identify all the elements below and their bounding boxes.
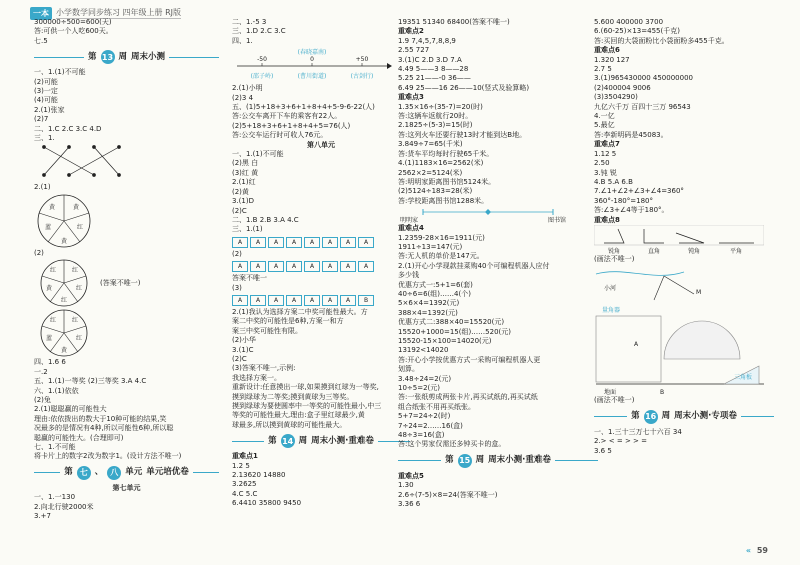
grid-cell: A <box>322 261 338 272</box>
line: 理由:依依拨出的数大于10种可能的结果,笑 <box>34 414 167 423</box>
line: 五、1.(1)一等奖 (2)三等奖 3.A 4.C <box>34 377 147 386</box>
line: 一、1.(1)不可能 <box>232 150 284 159</box>
line: 三、1.D 2.C 3.C <box>232 27 286 36</box>
line: 二、1.-5 3 <box>232 18 267 26</box>
line: 球最多,所以摸到黄球的可能性最大。 <box>232 420 347 429</box>
line: 一、1.一130 <box>34 493 76 502</box>
line: (2)7 <box>34 115 49 124</box>
column-2 <box>232 18 410 509</box>
line: 重新设计:任意摸出一球,如果摸到红球为一等奖, <box>232 383 379 392</box>
line: 重难点4 <box>398 224 424 233</box>
line: 48÷3=16(盒) <box>398 431 445 440</box>
line: 七.5 <box>34 36 48 45</box>
angle-label: 平角 <box>729 247 743 255</box>
line: 5.最亿 <box>594 121 615 130</box>
line: (画法不唯一) <box>594 396 635 405</box>
line: 四、1. <box>232 36 253 45</box>
page-number-value: 59 <box>756 546 768 555</box>
line: (2)兔 <box>34 395 51 404</box>
banner-text: 单元 <box>125 467 143 478</box>
line: (2)黑 白 <box>232 159 259 168</box>
grid-cell: A <box>268 261 284 272</box>
diagram-label: B <box>660 389 665 397</box>
grid-cell: A <box>340 261 356 272</box>
line: 40÷6=6(组)……4(个) <box>398 289 471 298</box>
line: (2)可能 <box>34 77 58 86</box>
sector-label: 黄 <box>48 203 56 211</box>
line: 6.49 25——16 26——10(竖式及验算略) <box>398 83 530 92</box>
line: 4.(1)1183×16=2562(米) <box>398 159 484 168</box>
line: 六、1.(1)依依 <box>34 386 79 395</box>
header-title: 小学数学同步练习 四年级上册 RJ版 <box>56 8 182 17</box>
line: 3.(1)965430000 450000000 <box>594 74 693 83</box>
line: (3)答案不唯一,示例: <box>232 364 296 373</box>
diagram-label: 三角板 <box>734 374 753 382</box>
line: 答:货车平均每时行驶65千米。 <box>398 149 494 158</box>
line: 摸到绿球为要使圆率中一等奖的可能性最小,中三 <box>232 402 382 410</box>
line: 2.向北行驶2000米 <box>34 502 94 511</box>
sector-label: 黄 <box>45 285 53 293</box>
line: 答:公交车运行时可收人76元。 <box>232 131 328 140</box>
nl-label: (邵子岭) <box>250 73 274 81</box>
line: 2.(1) <box>34 183 51 192</box>
ball-grid-3 <box>232 295 410 306</box>
angle-label: 锐角 <box>607 247 621 255</box>
line: 案三中奖可能性有限。 <box>232 326 302 335</box>
unit-number: 七 <box>77 466 91 480</box>
line: 一、1.(1)不可能 <box>34 68 86 77</box>
ball-grid-2 <box>232 261 410 272</box>
grid-cell: A <box>250 261 266 272</box>
sector-label: 红 <box>71 267 79 275</box>
line: (3)红 黄 <box>232 168 259 177</box>
line: 摸到绿球为二等奖;摸到黄球为三等奖。 <box>232 392 354 401</box>
nl-tick: 0 <box>310 56 314 64</box>
nl-tick: +50 <box>355 56 369 64</box>
line: 3.(1)C 2.D 3.D 7.A <box>398 55 462 64</box>
line: 13192<14020 <box>398 346 449 355</box>
answer-note: (答案不唯一) <box>100 278 141 287</box>
line: 2.(1)聪聪赢的可能性大 <box>34 405 107 414</box>
line: 2.(1)开心小学现款挂菜购40个可编程机器人应付 <box>398 261 550 270</box>
line: 二、1.B 2.B 3.A 4.C <box>232 215 299 224</box>
sector-label: 黄 <box>72 203 80 211</box>
angle-label: 直角 <box>647 247 661 255</box>
line: 答:可供一个人吃600天。 <box>34 27 113 36</box>
line: (2)400004 9006 <box>594 83 651 92</box>
river-distance-diagram <box>594 264 764 304</box>
line: 答:学校距离图书馆1288米。 <box>398 196 489 205</box>
line: (3)3504290) <box>594 93 638 102</box>
grid-cell: A <box>232 295 248 306</box>
line: 九亿六千万 百四十三万 96543 <box>594 102 691 111</box>
line: 2.55 727 <box>398 46 430 55</box>
line: 我选择方案一。 <box>232 373 281 382</box>
line: 二、1.C 2.C 3.C 4.D <box>34 124 102 133</box>
line: 重难点2 <box>398 27 424 36</box>
week-banner-13: 第 13 周 周末小测 <box>34 49 219 65</box>
line: 答:无人机的单价是147元。 <box>398 252 484 261</box>
line: (4)可能 <box>34 96 58 105</box>
line: 3.2625 <box>232 480 257 489</box>
protractor-diagram <box>594 304 774 396</box>
grid-cell: A <box>232 261 248 272</box>
line: 一、1.三十三万七十六百 34 <box>594 427 682 436</box>
line: 聪赢的可能性大。(合理即可) <box>34 433 124 442</box>
line: 3.48÷24=2(元) <box>398 374 452 383</box>
line: 将卡片上的数字2改为数字1。(设计方法不唯一) <box>34 452 182 461</box>
line: 10÷5=2(元) <box>398 384 441 393</box>
line: 4.一亿 <box>594 112 615 121</box>
section-subtitle: 第七单元 <box>112 483 141 492</box>
nl-label: (古剑行) <box>350 73 374 81</box>
line: 2.(1)红 <box>232 178 256 187</box>
line: 七、1.不可能 <box>34 442 76 451</box>
line: 2.7 5 <box>594 65 612 74</box>
line: 2.(1)我认为选择方案二中奖可能性最大。方 <box>232 307 368 316</box>
page-arrows-icon: « <box>745 546 752 555</box>
line: 组合纸张不用再买纸张。 <box>398 402 475 411</box>
line: 7.∠1+∠2+∠3+∠4=360° <box>594 187 684 196</box>
line: 6.4410 35800 9450 <box>232 499 302 508</box>
line: 重难点7 <box>594 140 620 149</box>
line: 1.2359-28×16=1911(元) <box>398 233 485 242</box>
spinner-wheel-2 <box>34 258 94 308</box>
line: (2)小华 <box>232 336 256 345</box>
banner-title: 周末小测·重难卷 <box>311 435 374 446</box>
line: (3) <box>232 283 242 292</box>
nl-label: (春晓嘉南) <box>297 49 327 57</box>
line: 1.2 5 <box>232 461 250 470</box>
line: 3.6 5 <box>594 446 612 455</box>
line: 五、(1)5+18+3+6+1+8+4+5-9-6-22(人) <box>232 103 375 112</box>
line: 2.1825÷(5-3)=15(时) <box>398 121 473 130</box>
angle-drawing-grid <box>594 225 764 255</box>
line: (2)C <box>232 354 247 363</box>
grid-cell: A <box>304 261 320 272</box>
line: 答:开心小学按优惠方式一采购可编程机器人更 <box>398 355 541 364</box>
line: 2.(1)张家 <box>34 105 65 114</box>
diagram-label: 小河 <box>604 285 617 293</box>
grid-cell: A <box>268 295 284 306</box>
week-banner-15: 第 15 周 周末小测·重难卷 <box>398 453 598 469</box>
line: (2)3 4 <box>232 93 254 102</box>
unit-number: 八 <box>107 466 121 480</box>
grid-cell: A <box>268 237 284 248</box>
line: 4.B 5.A 6.B <box>594 177 633 186</box>
line: 答:这个男家仅需还多钟买卡的盒。 <box>398 440 506 449</box>
line: 三、1.(1) <box>232 225 263 234</box>
line: 1.30 <box>398 481 414 490</box>
line: 答案不唯一 <box>232 274 267 283</box>
week-number: 15 <box>458 454 472 468</box>
banner-title: 单元培优卷 <box>146 467 189 478</box>
grid-cell: A <box>232 237 248 248</box>
unit-banner: 第 七 、 八 单元 单元培优卷 <box>34 465 219 481</box>
line: 四、1.6 6 <box>34 358 66 367</box>
line: 3.849÷7=65(千米) <box>398 140 463 149</box>
diagram-label: A <box>634 341 639 349</box>
ball-grid-1 <box>232 237 410 248</box>
line: (2) <box>34 248 44 257</box>
line: 19351 51340 68400(答案不唯一) <box>398 18 510 26</box>
line: 答:买回的大袋面粉比小袋面粉多455千克。 <box>594 36 729 45</box>
line: 重难点3 <box>398 93 424 102</box>
line: 三、1. <box>34 134 55 143</box>
line: (2) <box>232 249 242 258</box>
grid-cell: A <box>286 295 302 306</box>
diagram-label: 量角器 <box>602 307 621 315</box>
grid-cell: A <box>304 237 320 248</box>
grid-cell: A <box>322 237 338 248</box>
line: 划算。 <box>398 365 419 374</box>
line: 答:这列火车还要行驶13时才能到达B地。 <box>398 130 527 139</box>
week-number: 16 <box>644 410 658 424</box>
sector-label: 红 <box>75 335 83 343</box>
line: 答:明明家距离图书馆5124米。 <box>398 177 496 186</box>
nl-label: 图书馆 <box>548 217 567 225</box>
line: 答:这辆车返航行20时。 <box>398 112 473 121</box>
angle-label: 钝角 <box>687 247 701 255</box>
line: 2562×2=5124(米) <box>398 168 463 177</box>
column-3 <box>398 18 598 510</box>
banner-title: 周末小测·专项卷 <box>674 411 737 422</box>
sector-label: 红 <box>71 317 79 325</box>
sector-label: 红 <box>75 285 83 293</box>
distance-line-diagram <box>398 206 578 224</box>
line: 3.(1)D <box>232 197 254 206</box>
line: 多少钱 <box>398 271 419 280</box>
line: (2)5+18+3+6+1+8+4+5=76(人) <box>232 121 351 130</box>
nl-label: 明明家 <box>400 217 419 225</box>
page-number <box>746 546 768 555</box>
line: 2.(1)小明 <box>232 84 263 93</box>
number-line-diagram <box>232 46 392 84</box>
column-1 <box>34 18 219 521</box>
nl-label: (曹川街道) <box>297 73 327 81</box>
line: 1.12 5 <box>594 149 617 158</box>
line: 答:一张纸剪成两张卡片,再买试纸的,再买试纸 <box>398 393 538 402</box>
section-subtitle: 第八单元 <box>307 140 335 149</box>
line: 1.9 7,4,5,7,8,8,9 <box>398 36 456 45</box>
grid-cell: A <box>340 237 356 248</box>
grid-cell: A <box>286 237 302 248</box>
line: 4.49 5——3 8——28 <box>398 65 469 74</box>
spinner-wheel-3 <box>34 308 94 358</box>
line: 重难点8 <box>594 215 620 224</box>
line: 答:∠3+∠4等于180°。 <box>594 206 669 215</box>
line: 案二中奖的可能性是6种,方案一和方 <box>232 317 344 326</box>
line: (2)5124÷183=28(米) <box>398 187 473 196</box>
line: 况最多的是情况有4种,所以可能性6种,所以聪 <box>34 424 174 433</box>
line: 5.600 400000 3700 <box>594 18 664 26</box>
line: (2)黄 <box>232 187 249 196</box>
grid-cell: A <box>250 295 266 306</box>
grid-cell: A <box>358 261 374 272</box>
grid-cell: A <box>358 237 374 248</box>
line: 4.C 5.C <box>232 489 258 498</box>
sector-label: 黄 <box>60 347 68 355</box>
grid-cell: A <box>250 237 266 248</box>
line: 2.> < = > > = <box>594 437 647 446</box>
grid-cell: A <box>286 261 302 272</box>
line: 15520-15×100=14020(元) <box>398 337 492 345</box>
line: 1.320 127 <box>594 55 630 64</box>
line: 7÷24=2……16(盒) <box>398 421 463 430</box>
sector-label: 黄 <box>60 237 68 245</box>
brand-logo: 一本 <box>30 7 52 20</box>
sector-label: 红 <box>49 267 57 275</box>
grid-cell: B <box>358 295 374 306</box>
column-4 <box>594 18 774 456</box>
line: 15520+1000=15(组)……520(元) <box>398 327 512 336</box>
week-number: 13 <box>101 50 115 64</box>
line: 3.36 6 <box>398 500 421 509</box>
line: (2)C <box>232 206 247 215</box>
week-banner-14: 第 14 周 周末小测·重难卷 <box>232 433 410 449</box>
line: 重难点6 <box>594 46 620 55</box>
grid-cell: A <box>322 295 338 306</box>
banner-title: 周末小测·重难卷 <box>488 455 551 466</box>
sector-label: 蓝 <box>44 223 52 231</box>
grid-cell: A <box>304 295 320 306</box>
spinner-wheel-1 <box>34 193 94 249</box>
week-banner-16: 第 16 周 周末小测·专项卷 <box>594 409 774 425</box>
week-number: 14 <box>281 434 295 448</box>
grid-cell: A <box>340 295 356 306</box>
line: 5+7=24÷2(时) <box>398 412 451 421</box>
sector-label: 蓝 <box>45 335 53 343</box>
line: 重难点5 <box>398 471 424 480</box>
sector-label: 红 <box>76 223 84 231</box>
line: 2.50 <box>594 159 610 168</box>
line: (画法不唯一) <box>594 254 635 263</box>
line: 2.13620 14880 <box>232 471 286 480</box>
line: 重难点1 <box>232 452 258 461</box>
banner-title: 周末小测 <box>131 51 166 62</box>
line: 优惠方式一:5+1=6(套) <box>398 280 473 289</box>
diagram-label: 地面 <box>604 389 617 397</box>
line: 3.+7 <box>34 511 51 520</box>
matching-lines-diagram <box>34 143 144 183</box>
line: 等奖的可能性最大,理由:盒子里红球最少,黄 <box>232 411 365 420</box>
line: 答:李新明码是45083。 <box>594 130 668 139</box>
sector-label: 红 <box>60 297 68 305</box>
banner-text: 第 <box>64 467 73 478</box>
line: 300000÷500=600(天) <box>34 18 112 26</box>
line: (3)一定 <box>34 87 58 96</box>
line: 6.(60-25)×13=455(千克) <box>594 27 680 36</box>
line: 388×4=1392(元) <box>398 308 458 317</box>
sector-label: 红 <box>49 317 57 325</box>
line: 360°-180°=180° <box>594 196 653 205</box>
line: 2.6÷(7-5)×8=24(答案不唯一) <box>398 490 498 499</box>
line: 5.25 21——-0 36—— <box>398 74 471 83</box>
line: 5×6×4=1392(元) <box>398 299 460 308</box>
line: 3.(1)C <box>232 345 254 354</box>
line: 一.2 <box>34 367 48 376</box>
line: 答:公交车离开下车的乘客有22人。 <box>232 112 342 121</box>
nl-tick: -50 <box>257 56 267 64</box>
line: 1911÷13=147(元) <box>398 242 463 251</box>
line: 优惠方式二:388×40=15520(元) <box>398 318 505 327</box>
line: 1.35×16÷(35-7)=20(时) <box>398 102 483 111</box>
diagram-label: M <box>696 289 702 297</box>
line: 3.钝 锐 <box>594 168 617 177</box>
